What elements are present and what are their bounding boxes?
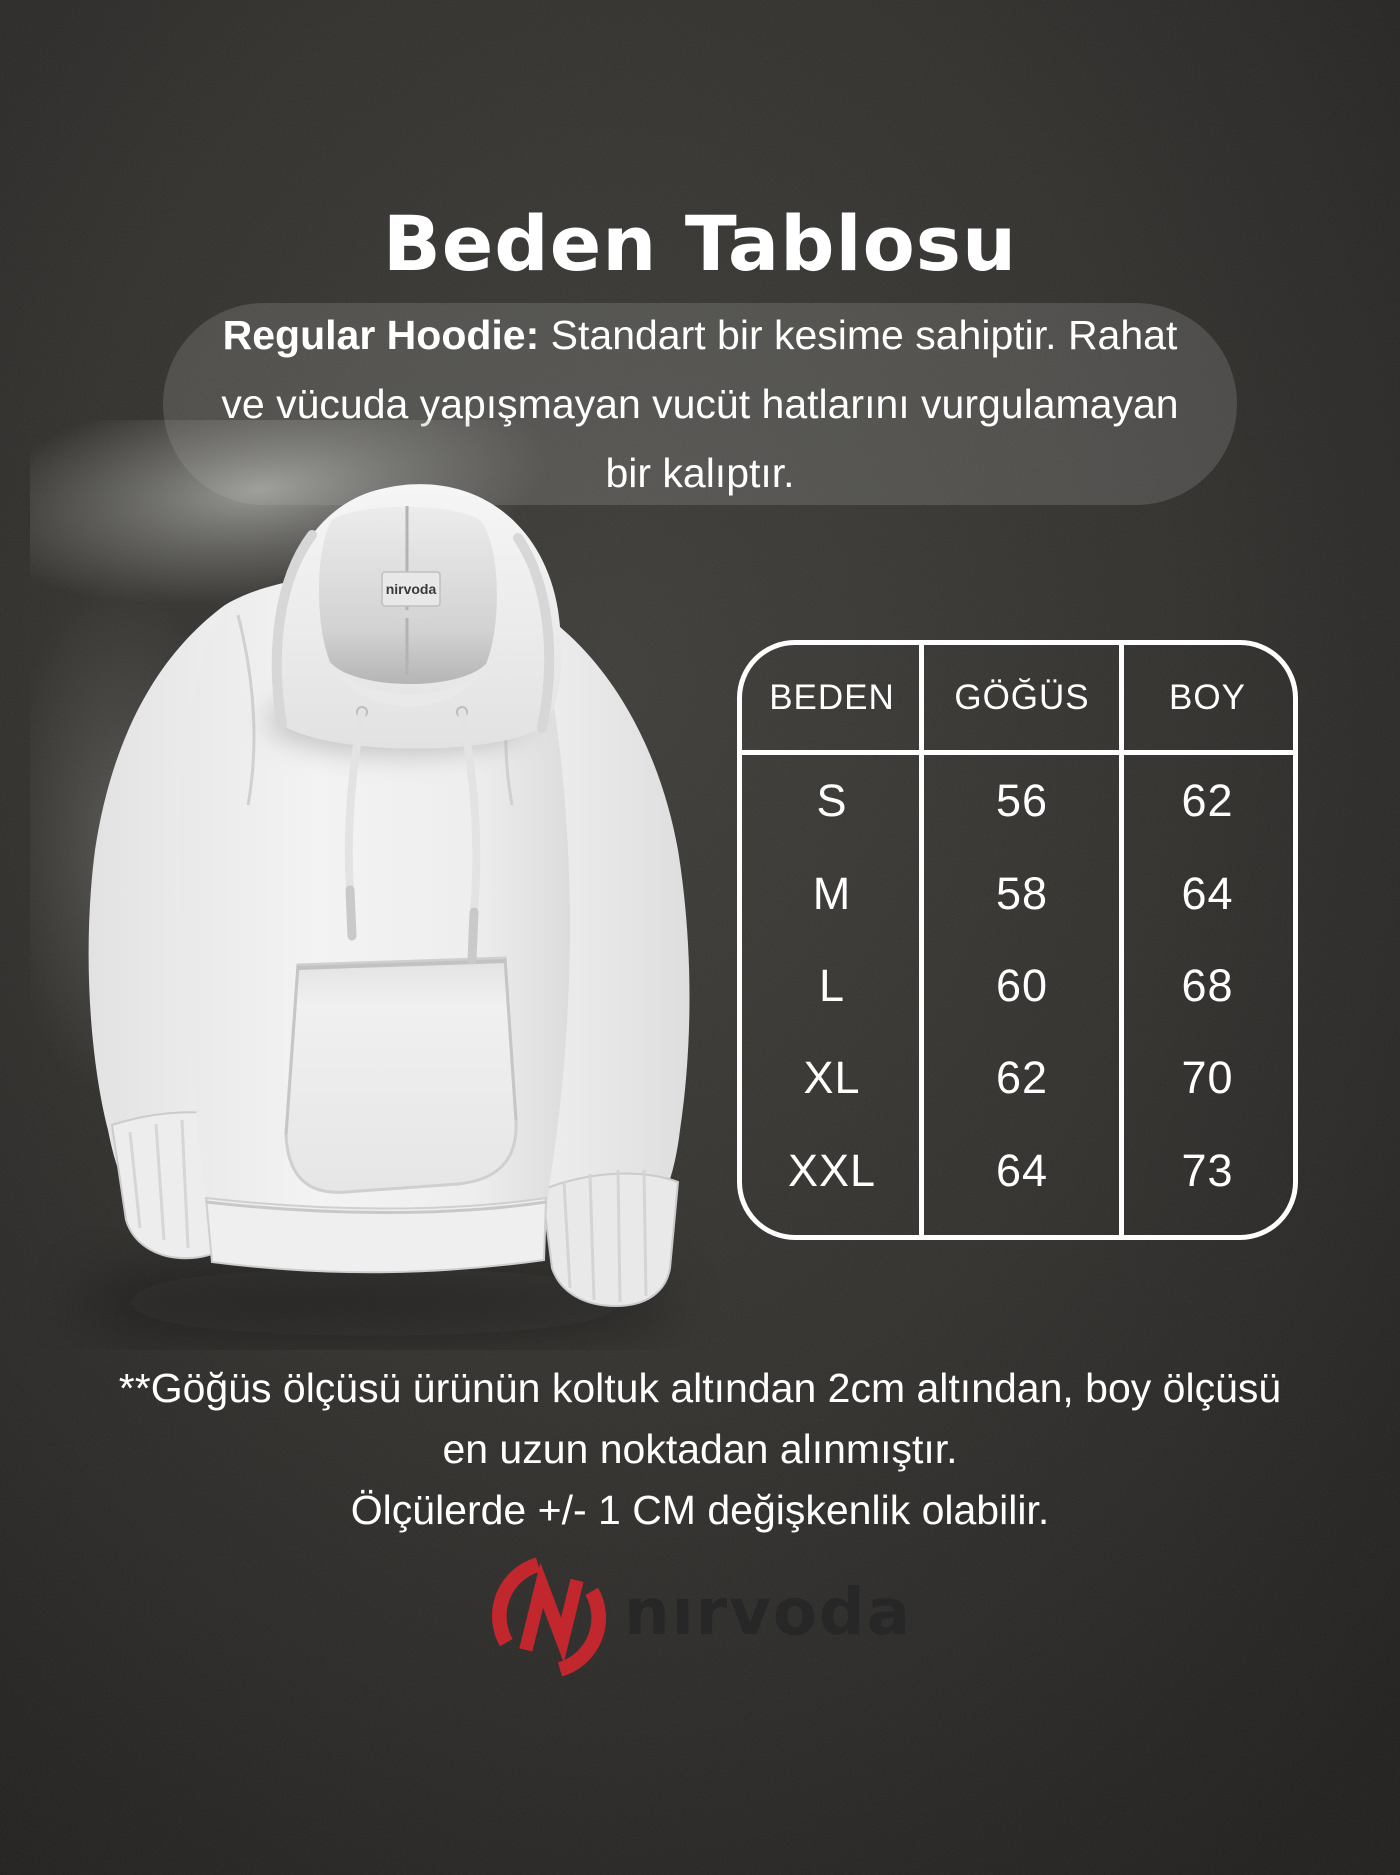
table-cell: 73 — [1181, 1144, 1234, 1196]
brand-wordmark: nırvoda — [624, 1576, 912, 1650]
hoodie-right-cuff — [542, 1174, 678, 1306]
table-cell: 64 — [995, 1144, 1049, 1196]
table-cell: M — [812, 867, 852, 919]
hoodie-image — [30, 420, 720, 1350]
table-cell: S — [816, 775, 848, 827]
table-cell: 68 — [1181, 959, 1234, 1011]
hoodie-pocket — [286, 958, 516, 1192]
table-cell: 62 — [995, 1052, 1049, 1104]
header-cell-boy: BOY — [1169, 677, 1246, 717]
table-cell: 60 — [995, 959, 1049, 1011]
logo-n-monogram — [526, 1580, 577, 1650]
footnote-line-2: en uzun noktadan alınmıştır. — [442, 1426, 958, 1472]
table-cell: 70 — [1181, 1052, 1234, 1104]
header-cell-beden: BEDEN — [769, 677, 895, 717]
table-cell: 62 — [1181, 775, 1234, 827]
table-cell: 56 — [995, 775, 1049, 827]
table-cell: XL — [803, 1052, 861, 1104]
description-line-3: bir kalıptır. — [605, 449, 795, 496]
table-header-row — [742, 645, 1293, 750]
brand-logo — [0, 1556, 1400, 1678]
footnote-line-3: Ölçülerde +/- 1 CM değişkenlik olabilir. — [350, 1487, 1050, 1533]
header-cell-gogus: GÖĞÜS — [954, 677, 1090, 717]
description-line-2: ve vücuda yapışmayan vucüt hatlarını vurgulamayan — [221, 380, 1179, 427]
page-title: Beden Tablosu — [382, 198, 1018, 288]
table-cell: 58 — [995, 867, 1049, 919]
table-cell: XXL — [787, 1144, 877, 1196]
description-lead: Regular Hoodie: — [222, 311, 540, 358]
nirvoda-logo-icon — [488, 1556, 610, 1678]
measurement-footnote — [0, 1358, 1400, 1541]
table-body — [742, 755, 1293, 1217]
table-cell: L — [818, 959, 846, 1011]
footnote-line-1: **Göğüs ölçüsü ürünün koltuk altından 2cm altından, boy ölçüsü — [118, 1365, 1282, 1411]
right-aglet — [472, 912, 474, 960]
size-table — [737, 640, 1298, 1240]
table-cell: 64 — [1181, 867, 1234, 919]
product-photo-hoodie — [30, 420, 720, 1350]
neck-label-text: nirvoda — [385, 581, 437, 597]
left-aglet — [350, 890, 352, 936]
description-line-1: Regular Hoodie: Standart bir kesime sahiptir. Rahat — [222, 311, 1178, 358]
neck-label-size-tag — [396, 610, 426, 618]
